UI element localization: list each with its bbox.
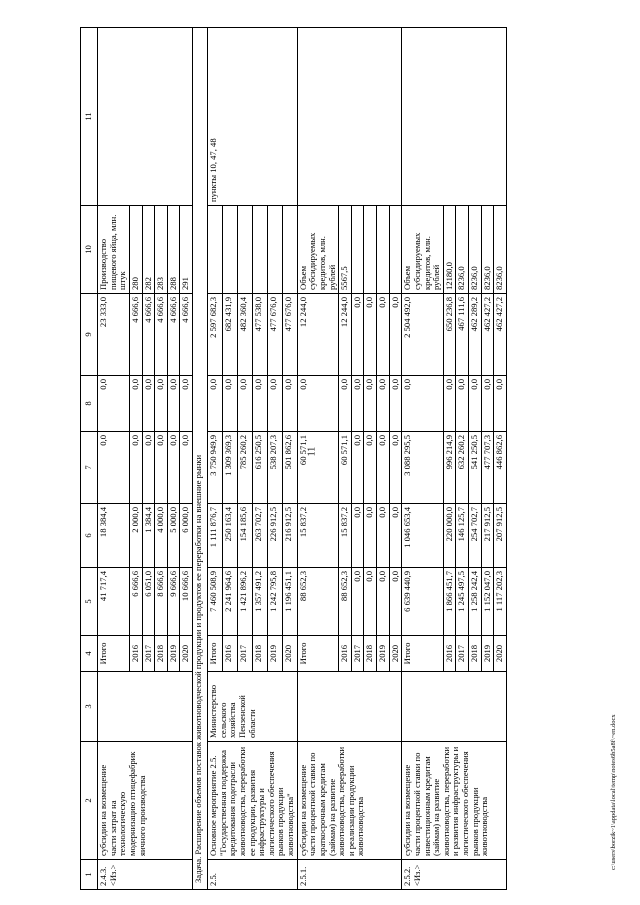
year-value: 146 125,7 bbox=[456, 504, 469, 568]
year-value: 4 666,6 bbox=[155, 294, 168, 376]
indicator-value: 280 bbox=[129, 206, 142, 294]
program-table bbox=[80, 27, 507, 890]
column-number-9: 9 bbox=[81, 294, 98, 376]
year-value: 5 000,0 bbox=[167, 504, 180, 568]
row-number: 2.4.3. <Из.> bbox=[98, 860, 193, 890]
row-group-2-4-3 bbox=[98, 28, 193, 890]
column-number-2: 2 bbox=[81, 742, 98, 860]
indicator-value bbox=[351, 206, 364, 294]
year-value: 60 571,1 bbox=[339, 432, 352, 504]
total-value: 23 333,0 bbox=[98, 294, 130, 376]
measure-description: Основное мероприятие 2.5. "Государственная поддержка кредитования подотрасли животноводства, переработки ее продукции, развития инфраструктуры и логистического обеспечения рынков продукции животноводства" bbox=[208, 742, 298, 860]
indicator-value bbox=[377, 206, 390, 294]
year-value: 0,0 bbox=[351, 568, 364, 636]
year: 2018 bbox=[252, 636, 267, 672]
column-number-8: 8 bbox=[81, 376, 98, 432]
year: 2020 bbox=[494, 636, 507, 672]
executor bbox=[402, 672, 507, 742]
year-value: 462 289,2 bbox=[469, 294, 482, 376]
indicator-name: Объем субсидируемых кредитов, млн. рублей bbox=[402, 206, 444, 294]
year-value: 0,0 bbox=[155, 432, 168, 504]
indicator-value: 8236,0 bbox=[481, 206, 494, 294]
year-value: 501 862,6 bbox=[282, 432, 297, 504]
indicator-value: 291 bbox=[180, 206, 193, 294]
year-value: 0,0 bbox=[222, 376, 237, 432]
year-value: 254 702,7 bbox=[469, 504, 482, 568]
total-value: 0,0 bbox=[297, 376, 339, 432]
indicator-value: 8236,0 bbox=[469, 206, 482, 294]
column-number-7: 7 bbox=[81, 432, 98, 504]
year: 2016 bbox=[129, 636, 142, 672]
year-value: 6 666,6 bbox=[129, 568, 142, 636]
total-value: 88 652,3 bbox=[297, 568, 339, 636]
year-value: 446 862,6 bbox=[494, 432, 507, 504]
total-label: Итого bbox=[98, 636, 130, 672]
row-number: 2.5. bbox=[208, 860, 298, 890]
total-value: 6 639 440,9 bbox=[402, 568, 444, 636]
year: 2016 bbox=[222, 636, 237, 672]
year: 2017 bbox=[237, 636, 252, 672]
year-value: 6 051,0 bbox=[142, 568, 155, 636]
year-value: 0,0 bbox=[456, 376, 469, 432]
year: 2019 bbox=[377, 636, 390, 672]
year-value: 6 000,0 bbox=[180, 504, 193, 568]
year: 2016 bbox=[339, 636, 352, 672]
year-value: 996 214,9 bbox=[443, 432, 456, 504]
year-value: 220 000,0 bbox=[443, 504, 456, 568]
year-value: 467 111,6 bbox=[456, 294, 469, 376]
year-value: 785 260,2 bbox=[237, 432, 252, 504]
year-value: 0,0 bbox=[481, 376, 494, 432]
year-value: 4 666,6 bbox=[142, 294, 155, 376]
empty-cell bbox=[98, 28, 193, 206]
total-value: 2 597 682,3 bbox=[208, 294, 223, 376]
year-value: 1 196 451,1 bbox=[282, 568, 297, 636]
year-value: 4 666,6 bbox=[167, 294, 180, 376]
executor bbox=[297, 672, 402, 742]
year-value: 477 538,0 bbox=[252, 294, 267, 376]
year-value: 1 309 369,3 bbox=[222, 432, 237, 504]
year-value: 0,0 bbox=[180, 432, 193, 504]
task-text: Задача. Расширение объемов поставок животноводческой продукции и продуктов ее переработки на внешние рынки bbox=[193, 28, 208, 890]
table-row-total bbox=[208, 28, 223, 890]
total-value: 1 046 653,4 bbox=[402, 504, 444, 568]
year-value: 0,0 bbox=[469, 376, 482, 432]
year-value: 0,0 bbox=[364, 294, 377, 376]
page-number: 11 bbox=[306, 446, 318, 457]
year: 2016 bbox=[443, 636, 456, 672]
year-value: 0,0 bbox=[494, 376, 507, 432]
column-number-6: 6 bbox=[81, 504, 98, 568]
measure-description: субсидии на возмещение части затрат на технологическую модернизацию птицефабрик яичного производства bbox=[98, 742, 193, 860]
column-number-5: 5 bbox=[81, 568, 98, 636]
indicator-value: 12180,0 bbox=[443, 206, 456, 294]
indicator-value: 282 bbox=[142, 206, 155, 294]
year-value: 0,0 bbox=[351, 376, 364, 432]
empty-cell bbox=[402, 28, 507, 206]
year-value: 477 676,0 bbox=[282, 294, 297, 376]
year-value: 482 360,4 bbox=[237, 294, 252, 376]
year-value: 15 837,2 bbox=[339, 504, 352, 568]
year-value: 207 912,5 bbox=[494, 504, 507, 568]
executor bbox=[98, 672, 193, 742]
year: 2018 bbox=[364, 636, 377, 672]
year-value: 0,0 bbox=[237, 376, 252, 432]
year: 2018 bbox=[155, 636, 168, 672]
total-value: 41 717,4 bbox=[98, 568, 130, 636]
year-value: 217 912,5 bbox=[481, 504, 494, 568]
year-value: 632 260,2 bbox=[456, 432, 469, 504]
year-value: 88 652,3 bbox=[339, 568, 352, 636]
total-label: Итого bbox=[297, 636, 339, 672]
year-value: 0,0 bbox=[129, 432, 142, 504]
year-value: 216 912,5 bbox=[282, 504, 297, 568]
year: 2019 bbox=[167, 636, 180, 672]
indicator-points: пункты 10, 47, 48 bbox=[208, 28, 298, 206]
year-value: 8 666,6 bbox=[155, 568, 168, 636]
total-value: 0,0 bbox=[208, 376, 223, 432]
year-value: 0,0 bbox=[377, 376, 390, 432]
year-value: 0,0 bbox=[389, 376, 402, 432]
year-value: 0,0 bbox=[364, 376, 377, 432]
total-value: 0,0 bbox=[98, 376, 130, 432]
year: 2017 bbox=[351, 636, 364, 672]
table-row-total bbox=[402, 28, 444, 890]
year-value: 477 707,3 bbox=[481, 432, 494, 504]
year-value: 4 666,6 bbox=[180, 294, 193, 376]
year-value: 541 250,5 bbox=[469, 432, 482, 504]
year-value: 4 000,0 bbox=[155, 504, 168, 568]
year-value: 682 431,9 bbox=[222, 294, 237, 376]
year-value: 462 427,2 bbox=[494, 294, 507, 376]
year-value: 1 117 202,3 bbox=[494, 568, 507, 636]
column-number-3: 3 bbox=[81, 672, 98, 742]
year-value: 263 702,7 bbox=[252, 504, 267, 568]
year-value: 0,0 bbox=[377, 568, 390, 636]
empty-cell bbox=[297, 28, 402, 206]
year-value: 1 866 451,7 bbox=[443, 568, 456, 636]
row-group-2-5-2 bbox=[402, 28, 507, 890]
total-value: 2 504 492,0 bbox=[402, 294, 444, 376]
task-row bbox=[193, 28, 208, 890]
indicator-empty bbox=[208, 206, 223, 294]
year-value: 10 666,6 bbox=[180, 568, 193, 636]
total-value: 0,0 bbox=[98, 432, 130, 504]
year-value: 250 163,4 bbox=[222, 504, 237, 568]
year: 2020 bbox=[282, 636, 297, 672]
year-value: 2 000,0 bbox=[129, 504, 142, 568]
measure-description: субсидии на возмещение части процентной ставки по инвестиционным кредитам (займам) на развитие животноводства, переработки и развития инфраструктуры и логистического обеспечения рынков продукции животноводства bbox=[402, 742, 507, 860]
year-value: 1 242 795,8 bbox=[267, 568, 282, 636]
total-value: 1 111 876,7 bbox=[208, 504, 223, 568]
column-number-11: 11 bbox=[81, 28, 98, 206]
year-value: 9 666,6 bbox=[167, 568, 180, 636]
year-value: 477 676,0 bbox=[267, 294, 282, 376]
total-value: 60 571,1 bbox=[297, 432, 339, 504]
year-value: 0,0 bbox=[389, 504, 402, 568]
year: 2020 bbox=[389, 636, 402, 672]
indicator-value: 8236,0 bbox=[456, 206, 469, 294]
year-value: 0,0 bbox=[180, 376, 193, 432]
total-value: 3 750 949,9 bbox=[208, 432, 223, 504]
total-value: 0,0 bbox=[402, 376, 444, 432]
row-group-2-5-1 bbox=[297, 28, 402, 890]
year: 2019 bbox=[267, 636, 282, 672]
total-value: 7 460 508,9 bbox=[208, 568, 223, 636]
total-value: 15 837,2 bbox=[297, 504, 339, 568]
year-value: 4 666,6 bbox=[129, 294, 142, 376]
indicator-value bbox=[222, 206, 237, 294]
year-value: 0,0 bbox=[389, 568, 402, 636]
year-value: 0,0 bbox=[142, 432, 155, 504]
table-row-total bbox=[297, 28, 339, 890]
year-value: 0,0 bbox=[389, 432, 402, 504]
column-number-10: 10 bbox=[81, 206, 98, 294]
indicator-value bbox=[364, 206, 377, 294]
indicator-value: 283 bbox=[155, 206, 168, 294]
measure-description: субсидии на возмещение части процентной ставки по краткосрочным кредитам (займам) на развитие животноводства, переработки и реализации продукции животноводства bbox=[297, 742, 402, 860]
year-value: 0,0 bbox=[282, 376, 297, 432]
year-value: 616 250,5 bbox=[252, 432, 267, 504]
year-value: 0,0 bbox=[351, 432, 364, 504]
total-label: Итого bbox=[208, 636, 223, 672]
year-value: 1 421 896,2 bbox=[237, 568, 252, 636]
year-value: 2 241 964,6 bbox=[222, 568, 237, 636]
year-value: 1 152 047,0 bbox=[481, 568, 494, 636]
year-value: 154 185,6 bbox=[237, 504, 252, 568]
total-value: 18 384,4 bbox=[98, 504, 130, 568]
year-value: 0,0 bbox=[155, 376, 168, 432]
total-value: 3 088 295,5 bbox=[402, 432, 444, 504]
year-value: 0,0 bbox=[389, 294, 402, 376]
table-row-total bbox=[98, 28, 130, 890]
year-value: 0,0 bbox=[252, 376, 267, 432]
column-number-4: 4 bbox=[81, 636, 98, 672]
year-value: 0,0 bbox=[351, 294, 364, 376]
year-value: 0,0 bbox=[377, 294, 390, 376]
year-value: 0,0 bbox=[267, 376, 282, 432]
year-value: 12 244,0 bbox=[339, 294, 352, 376]
year-value: 0,0 bbox=[167, 376, 180, 432]
row-number: 2.5.2. <Из.> bbox=[402, 860, 507, 890]
year-value: 0,0 bbox=[339, 376, 352, 432]
indicator-value: 8236,0 bbox=[494, 206, 507, 294]
indicator-value bbox=[267, 206, 282, 294]
year-value: 0,0 bbox=[364, 568, 377, 636]
year: 2017 bbox=[142, 636, 155, 672]
column-number-row bbox=[81, 28, 98, 890]
file-path: c:\users\borzik~1\appdata\local\temp\notes6b5a8f\~en.docx bbox=[610, 714, 617, 870]
year: 2019 bbox=[481, 636, 494, 672]
year-value: 1 258 242,4 bbox=[469, 568, 482, 636]
indicator-value bbox=[252, 206, 267, 294]
year: 2017 bbox=[456, 636, 469, 672]
year-value: 538 207,3 bbox=[267, 432, 282, 504]
total-label: Итого bbox=[402, 636, 444, 672]
executor: Министерство сельского хозяйства Пензенской области bbox=[208, 672, 298, 742]
year-value: 0,0 bbox=[364, 432, 377, 504]
year-value: 0,0 bbox=[351, 504, 364, 568]
year-value: 0,0 bbox=[142, 376, 155, 432]
year-value: 462 427,2 bbox=[481, 294, 494, 376]
indicator-value: 288 bbox=[167, 206, 180, 294]
year-value: 1 245 497,5 bbox=[456, 568, 469, 636]
total-value: 12 244,0 bbox=[297, 294, 339, 376]
row-group-2-5 bbox=[208, 28, 298, 890]
year-value: 650 236,8 bbox=[443, 294, 456, 376]
indicator-value bbox=[389, 206, 402, 294]
year-value: 1 384,4 bbox=[142, 504, 155, 568]
year-value: 1 357 491,2 bbox=[252, 568, 267, 636]
year-value: 0,0 bbox=[364, 504, 377, 568]
indicator-value bbox=[237, 206, 252, 294]
column-number-1: 1 bbox=[81, 860, 98, 890]
indicator-name: Производство пищевого яйца, млн. штук bbox=[98, 206, 130, 294]
year: 2018 bbox=[469, 636, 482, 672]
year-value: 0,0 bbox=[129, 376, 142, 432]
year-value: 0,0 bbox=[167, 432, 180, 504]
indicator-value bbox=[282, 206, 297, 294]
year-value: 0,0 bbox=[377, 504, 390, 568]
row-number: 2.5.1. bbox=[297, 860, 402, 890]
indicator-name: Объем субсидируемых кредитов, млн. рублей bbox=[297, 206, 339, 294]
year-value: 0,0 bbox=[377, 432, 390, 504]
indicator-value: 5567,5 bbox=[339, 206, 352, 294]
year-value: 0,0 bbox=[443, 376, 456, 432]
rotated-table-container bbox=[80, 28, 580, 890]
year: 2020 bbox=[180, 636, 193, 672]
year-value: 226 912,5 bbox=[267, 504, 282, 568]
